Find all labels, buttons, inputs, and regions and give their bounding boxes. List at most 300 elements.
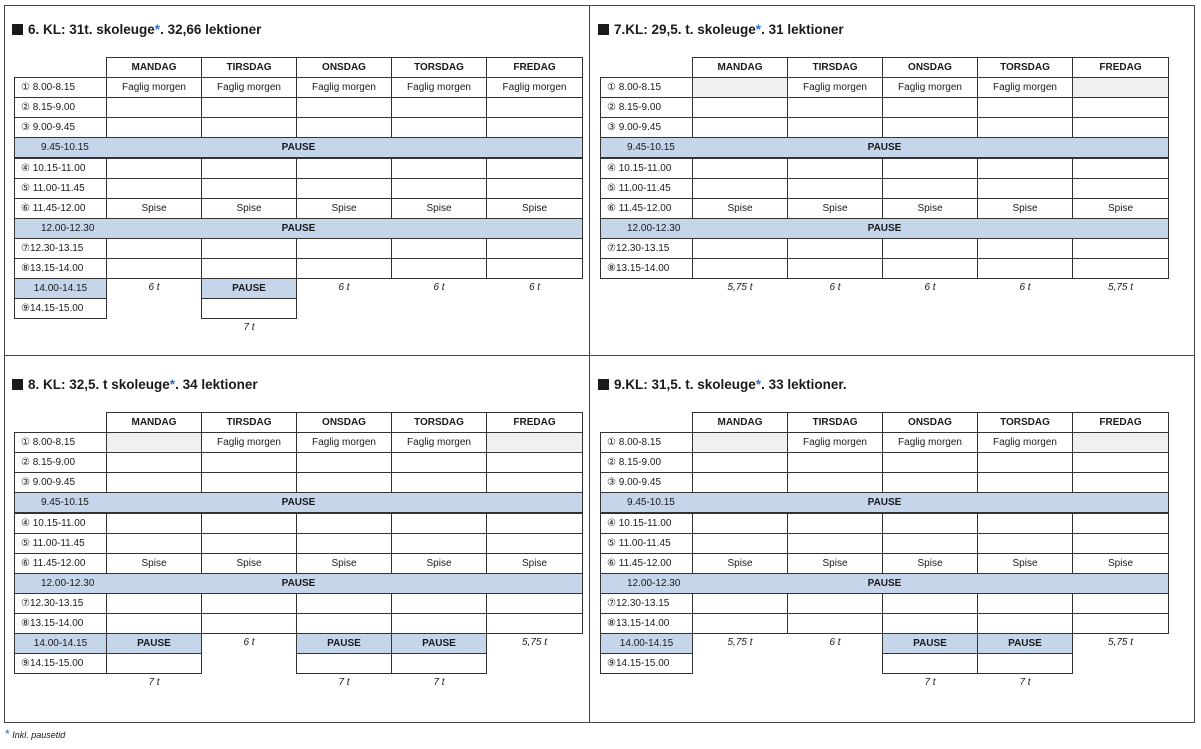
lesson-cell (106, 158, 202, 179)
day-header: ONSDAG (296, 412, 392, 433)
panel-title-main: 7.KL: 29,5. t. skoleuge (614, 22, 756, 37)
faglig-morgen-cell: Faglig morgen (882, 77, 978, 98)
time-cell: ③ 9.00-9.45 (600, 472, 693, 493)
day-header: ONSDAG (882, 57, 978, 78)
pause-label: PAUSE (867, 142, 902, 153)
week-hours-total: 7 t (243, 322, 255, 333)
week-hours-total: 5,75 t (727, 637, 753, 648)
faglig-morgen-cell: Faglig morgen (296, 432, 392, 453)
lesson-cell (486, 593, 583, 614)
pause-label: PAUSE (281, 497, 316, 508)
day-header: TIRSDAG (201, 412, 297, 433)
lesson-cell (882, 593, 978, 614)
lesson-cell (692, 117, 788, 138)
asterisk-marker: * (755, 377, 762, 392)
spise-cell: Spise (391, 553, 487, 574)
lesson-cell (106, 593, 202, 614)
lesson-cell (977, 178, 1073, 199)
empty-cell (486, 432, 583, 453)
time-cell: ④ 10.15-11.00 (14, 513, 107, 534)
time-cell: ⑦12.30-13.15 (14, 593, 107, 614)
pause-row (14, 137, 583, 158)
lesson-cell (787, 238, 883, 259)
lesson-cell (296, 178, 392, 199)
spise-cell: Spise (882, 553, 978, 574)
panel-title-main: 6. KL: 31t. skoleuge (28, 22, 155, 37)
schedule-panel-4 (592, 360, 1177, 710)
week-hours-total: 7 t (433, 677, 445, 688)
week-hours-total: 5,75 t (1107, 637, 1134, 648)
pause-row (14, 218, 583, 239)
lesson-cell (391, 653, 487, 674)
lesson-cell (1072, 613, 1169, 634)
lesson-cell (486, 117, 583, 138)
week-hours-total: 6 t (924, 282, 936, 293)
lesson-cell (106, 258, 202, 279)
day-header: MANDAG (692, 412, 788, 433)
spise-cell: Spise (787, 553, 883, 574)
lesson-cell (486, 258, 583, 279)
lesson-cell (486, 97, 583, 118)
lesson-cell (391, 593, 487, 614)
lesson-cell (692, 238, 788, 259)
day-header: ONSDAG (882, 412, 978, 433)
lesson-cell (391, 158, 487, 179)
lesson-cell (201, 258, 297, 279)
spise-cell: Spise (787, 198, 883, 219)
time-cell: ⑦12.30-13.15 (600, 238, 693, 259)
time-cell: ⑤ 11.00-11.45 (600, 533, 693, 554)
lesson-cell (692, 258, 788, 279)
lesson-cell (1072, 472, 1169, 493)
lesson-cell (692, 513, 788, 534)
faglig-morgen-cell: Faglig morgen (486, 77, 583, 98)
lesson-cell (106, 117, 202, 138)
lesson-cell (391, 452, 487, 473)
faglig-morgen-cell: Faglig morgen (201, 432, 297, 453)
bullet-square-icon (12, 379, 23, 390)
day-header: FREDAG (486, 412, 583, 433)
time-cell: ④ 10.15-11.00 (600, 513, 693, 534)
pause-cell: PAUSE (977, 633, 1073, 654)
spise-cell: Spise (296, 198, 392, 219)
pause-row (600, 492, 1169, 513)
lesson-cell (787, 258, 883, 279)
pause-label: PAUSE (281, 578, 316, 589)
pause-time: 9.45-10.15 (41, 142, 89, 153)
lesson-cell (882, 653, 978, 674)
lesson-cell (486, 533, 583, 554)
lesson-cell (106, 533, 202, 554)
lesson-cell (486, 238, 583, 259)
pause-label: PAUSE (281, 223, 316, 234)
lesson-cell (692, 613, 788, 634)
lesson-cell (692, 472, 788, 493)
spise-cell: Spise (106, 553, 202, 574)
time-cell: ② 8.15-9.00 (14, 97, 107, 118)
pause-time: 9.45-10.15 (41, 497, 89, 508)
day-header: TIRSDAG (201, 57, 297, 78)
lesson-cell (201, 298, 297, 319)
lesson-cell (1072, 258, 1169, 279)
lesson-cell (882, 117, 978, 138)
lesson-cell (692, 593, 788, 614)
pause-label: PAUSE (867, 223, 902, 234)
lesson-cell (201, 472, 297, 493)
pause-cell: PAUSE (391, 633, 487, 654)
lesson-cell (1072, 117, 1169, 138)
time-cell: ⑦12.30-13.15 (600, 593, 693, 614)
panel-title (598, 377, 847, 392)
spise-cell: Spise (201, 553, 297, 574)
lesson-cell (201, 452, 297, 473)
time-cell: ② 8.15-9.00 (600, 452, 693, 473)
day-header: TIRSDAG (787, 412, 883, 433)
week-hours-total: 6 t (829, 282, 841, 293)
asterisk-marker: * (154, 22, 161, 37)
lesson-cell (787, 513, 883, 534)
faglig-morgen-cell: Faglig morgen (977, 432, 1073, 453)
lesson-cell (787, 97, 883, 118)
time-cell: ⑤ 11.00-11.45 (14, 533, 107, 554)
lesson-cell (787, 158, 883, 179)
lesson-cell (977, 613, 1073, 634)
lesson-cell (486, 452, 583, 473)
lesson-cell (977, 258, 1073, 279)
lesson-cell (1072, 513, 1169, 534)
lesson-cell (1072, 178, 1169, 199)
lesson-cell (1072, 593, 1169, 614)
lesson-cell (486, 513, 583, 534)
pause-row (14, 573, 583, 594)
time-cell: ⑧13.15-14.00 (14, 613, 107, 634)
lesson-cell (201, 117, 297, 138)
lesson-cell (106, 452, 202, 473)
pause-time: 12.00-12.30 (41, 578, 95, 589)
lesson-cell (1072, 238, 1169, 259)
lesson-cell (977, 513, 1073, 534)
time-cell: ① 8.00-8.15 (600, 77, 693, 98)
day-header: FREDAG (1072, 57, 1169, 78)
day-header: TIRSDAG (787, 57, 883, 78)
lesson-cell (106, 613, 202, 634)
lesson-cell (787, 472, 883, 493)
faglig-morgen-cell: Faglig morgen (882, 432, 978, 453)
time-cell: ① 8.00-8.15 (600, 432, 693, 453)
pause-cell: PAUSE (882, 633, 978, 654)
time-cell: ④ 10.15-11.00 (14, 158, 107, 179)
day-header: TORSDAG (977, 412, 1073, 433)
lesson-cell (1072, 452, 1169, 473)
time-cell: ⑤ 11.00-11.45 (600, 178, 693, 199)
schedule-panel-2 (592, 5, 1177, 355)
schedule-panel-1 (6, 5, 591, 355)
lesson-cell (486, 472, 583, 493)
lesson-cell (201, 513, 297, 534)
pause-time: 9.45-10.15 (627, 497, 675, 508)
lesson-cell (977, 158, 1073, 179)
time-cell: ③ 9.00-9.45 (14, 472, 107, 493)
pause-time: 12.00-12.30 (41, 223, 95, 234)
time-cell: 14.00-14.15 (14, 633, 107, 654)
pause-row (600, 137, 1169, 158)
lesson-cell (692, 178, 788, 199)
pause-cell: PAUSE (201, 278, 297, 299)
lesson-cell (882, 613, 978, 634)
lesson-cell (391, 238, 487, 259)
week-hours-total: 6 t (1019, 282, 1031, 293)
faglig-morgen-cell: Faglig morgen (391, 77, 487, 98)
week-hours-total: 5,75 t (521, 637, 548, 648)
lesson-cell (1072, 533, 1169, 554)
pause-label: PAUSE (867, 578, 902, 589)
day-header: FREDAG (486, 57, 583, 78)
lesson-cell (977, 653, 1073, 674)
pause-time: 12.00-12.30 (627, 578, 681, 589)
lesson-cell (1072, 97, 1169, 118)
lesson-cell (201, 613, 297, 634)
lesson-cell (692, 452, 788, 473)
time-cell: ⑦12.30-13.15 (14, 238, 107, 259)
lesson-cell (787, 117, 883, 138)
pause-row (600, 218, 1169, 239)
time-cell: ⑥ 11.45-12.00 (14, 198, 107, 219)
panel-title-suffix: . 32,66 lektioner (160, 22, 262, 37)
time-cell: ⑥ 11.45-12.00 (14, 553, 107, 574)
lesson-cell (882, 472, 978, 493)
time-cell: ⑥ 11.45-12.00 (600, 553, 693, 574)
lesson-cell (692, 97, 788, 118)
time-cell: ① 8.00-8.15 (14, 77, 107, 98)
pause-row (14, 492, 583, 513)
lesson-cell (391, 117, 487, 138)
panel-title-suffix: . 33 lektioner. (761, 377, 847, 392)
lesson-cell (201, 97, 297, 118)
spise-cell: Spise (692, 198, 788, 219)
day-header: FREDAG (1072, 412, 1169, 433)
spise-cell: Spise (486, 553, 583, 574)
lesson-cell (391, 513, 487, 534)
spise-cell: Spise (296, 553, 392, 574)
time-cell: ③ 9.00-9.45 (14, 117, 107, 138)
lesson-cell (977, 238, 1073, 259)
week-hours-total: 6 t (243, 637, 255, 648)
spise-cell: Spise (977, 553, 1073, 574)
lesson-cell (977, 472, 1073, 493)
faglig-morgen-cell: Faglig morgen (977, 77, 1073, 98)
day-header: ONSDAG (296, 57, 392, 78)
panel-title-suffix: . 34 lektioner (175, 377, 258, 392)
pause-row (600, 573, 1169, 594)
lesson-cell (106, 178, 202, 199)
day-header: MANDAG (692, 57, 788, 78)
panel-title (598, 22, 844, 37)
lesson-cell (296, 258, 392, 279)
lesson-cell (692, 158, 788, 179)
lesson-cell (882, 258, 978, 279)
panel-divider-horizontal (4, 355, 1195, 356)
spise-cell: Spise (1072, 553, 1169, 574)
week-hours-total: 6 t (829, 637, 841, 648)
lesson-cell (296, 593, 392, 614)
faglig-morgen-cell: Faglig morgen (296, 77, 392, 98)
day-header: MANDAG (106, 412, 202, 433)
lesson-cell (787, 533, 883, 554)
panel-title (12, 377, 258, 392)
footnote-text: Inkl. pausetid (12, 730, 66, 740)
lesson-cell (201, 178, 297, 199)
asterisk-marker: * (169, 377, 176, 392)
day-header: TORSDAG (977, 57, 1073, 78)
lesson-cell (391, 97, 487, 118)
spise-cell: Spise (201, 198, 297, 219)
pause-time: 12.00-12.30 (627, 223, 681, 234)
lesson-cell (882, 178, 978, 199)
lesson-cell (486, 178, 583, 199)
lesson-cell (882, 238, 978, 259)
time-cell: ④ 10.15-11.00 (600, 158, 693, 179)
lesson-cell (882, 158, 978, 179)
lesson-cell (201, 593, 297, 614)
time-cell: ⑧13.15-14.00 (14, 258, 107, 279)
lesson-cell (296, 613, 392, 634)
time-cell: ① 8.00-8.15 (14, 432, 107, 453)
week-hours-total: 6 t (528, 282, 541, 293)
time-cell: ⑤ 11.00-11.45 (14, 178, 107, 199)
empty-cell (1072, 432, 1169, 453)
bullet-square-icon (598, 24, 609, 35)
lesson-cell (1072, 158, 1169, 179)
lesson-cell (787, 452, 883, 473)
lesson-cell (296, 97, 392, 118)
faglig-morgen-cell: Faglig morgen (391, 432, 487, 453)
lesson-cell (391, 472, 487, 493)
spise-cell: Spise (692, 553, 788, 574)
week-hours-total: 6 t (148, 282, 160, 293)
time-cell: ⑨14.15-15.00 (600, 653, 693, 674)
spise-cell: Spise (106, 198, 202, 219)
lesson-cell (882, 452, 978, 473)
pause-cell: PAUSE (106, 633, 202, 654)
week-hours-total: 6 t (338, 282, 350, 293)
lesson-cell (977, 117, 1073, 138)
lesson-cell (882, 97, 978, 118)
lesson-cell (296, 158, 392, 179)
time-cell: ⑧13.15-14.00 (600, 258, 693, 279)
lesson-cell (977, 593, 1073, 614)
lesson-cell (787, 593, 883, 614)
bullet-square-icon (598, 379, 609, 390)
faglig-morgen-cell: Faglig morgen (106, 77, 202, 98)
lesson-cell (201, 238, 297, 259)
faglig-morgen-cell: Faglig morgen (787, 432, 883, 453)
lesson-cell (296, 513, 392, 534)
week-hours-total: 7 t (148, 677, 160, 688)
lesson-cell (692, 533, 788, 554)
pause-label: PAUSE (281, 142, 316, 153)
panel-title-suffix: . 31 lektioner (761, 22, 844, 37)
day-header: TORSDAG (391, 57, 487, 78)
week-hours-total: 5,75 t (1107, 282, 1134, 293)
lesson-cell (486, 158, 583, 179)
day-header: TORSDAG (391, 412, 487, 433)
lesson-cell (391, 613, 487, 634)
spise-cell: Spise (977, 198, 1073, 219)
lesson-cell (391, 258, 487, 279)
lesson-cell (201, 533, 297, 554)
lesson-cell (296, 238, 392, 259)
empty-cell (692, 77, 788, 98)
lesson-cell (977, 533, 1073, 554)
time-cell: ⑨14.15-15.00 (14, 653, 107, 674)
lesson-cell (106, 513, 202, 534)
lesson-cell (977, 97, 1073, 118)
pause-time: 9.45-10.15 (627, 142, 675, 153)
asterisk-marker: * (755, 22, 762, 37)
lesson-cell (787, 613, 883, 634)
time-cell: ② 8.15-9.00 (14, 452, 107, 473)
lesson-cell (296, 117, 392, 138)
spise-cell: Spise (882, 198, 978, 219)
pause-label: PAUSE (867, 497, 902, 508)
lesson-cell (486, 613, 583, 634)
lesson-cell (977, 452, 1073, 473)
lesson-cell (391, 533, 487, 554)
lesson-cell (201, 158, 297, 179)
lesson-cell (106, 653, 202, 674)
time-cell: ⑧13.15-14.00 (600, 613, 693, 634)
empty-cell (106, 432, 202, 453)
footnote-asterisk: * (5, 727, 10, 741)
time-cell: ② 8.15-9.00 (600, 97, 693, 118)
time-cell: 14.00-14.15 (14, 278, 107, 299)
lesson-cell (787, 178, 883, 199)
lesson-cell (296, 533, 392, 554)
lesson-cell (882, 533, 978, 554)
time-cell: ⑨14.15-15.00 (14, 298, 107, 319)
week-hours-total: 5,75 t (727, 282, 753, 293)
footnote (5, 727, 65, 741)
week-hours-total: 6 t (433, 282, 445, 293)
lesson-cell (106, 97, 202, 118)
day-header: MANDAG (106, 57, 202, 78)
lesson-cell (106, 238, 202, 259)
time-cell: ③ 9.00-9.45 (600, 117, 693, 138)
spise-cell: Spise (486, 198, 583, 219)
faglig-morgen-cell: Faglig morgen (787, 77, 883, 98)
lesson-cell (296, 653, 392, 674)
faglig-morgen-cell: Faglig morgen (201, 77, 297, 98)
week-hours-total: 7 t (924, 677, 936, 688)
bullet-square-icon (12, 24, 23, 35)
time-cell: ⑥ 11.45-12.00 (600, 198, 693, 219)
lesson-cell (106, 472, 202, 493)
lesson-cell (391, 178, 487, 199)
panel-title-main: 9.KL: 31,5. t. skoleuge (614, 377, 756, 392)
pause-cell: PAUSE (296, 633, 392, 654)
panel-title-main: 8. KL: 32,5. t skoleuge (28, 377, 170, 392)
schedule-panel-3 (6, 360, 591, 710)
time-cell: 14.00-14.15 (600, 633, 693, 654)
spise-cell: Spise (391, 198, 487, 219)
week-hours-total: 7 t (338, 677, 350, 688)
lesson-cell (296, 452, 392, 473)
lesson-cell (882, 513, 978, 534)
spise-cell: Spise (1072, 198, 1169, 219)
empty-cell (1072, 77, 1169, 98)
panel-title (12, 22, 261, 37)
week-hours-total: 7 t (1019, 677, 1031, 688)
